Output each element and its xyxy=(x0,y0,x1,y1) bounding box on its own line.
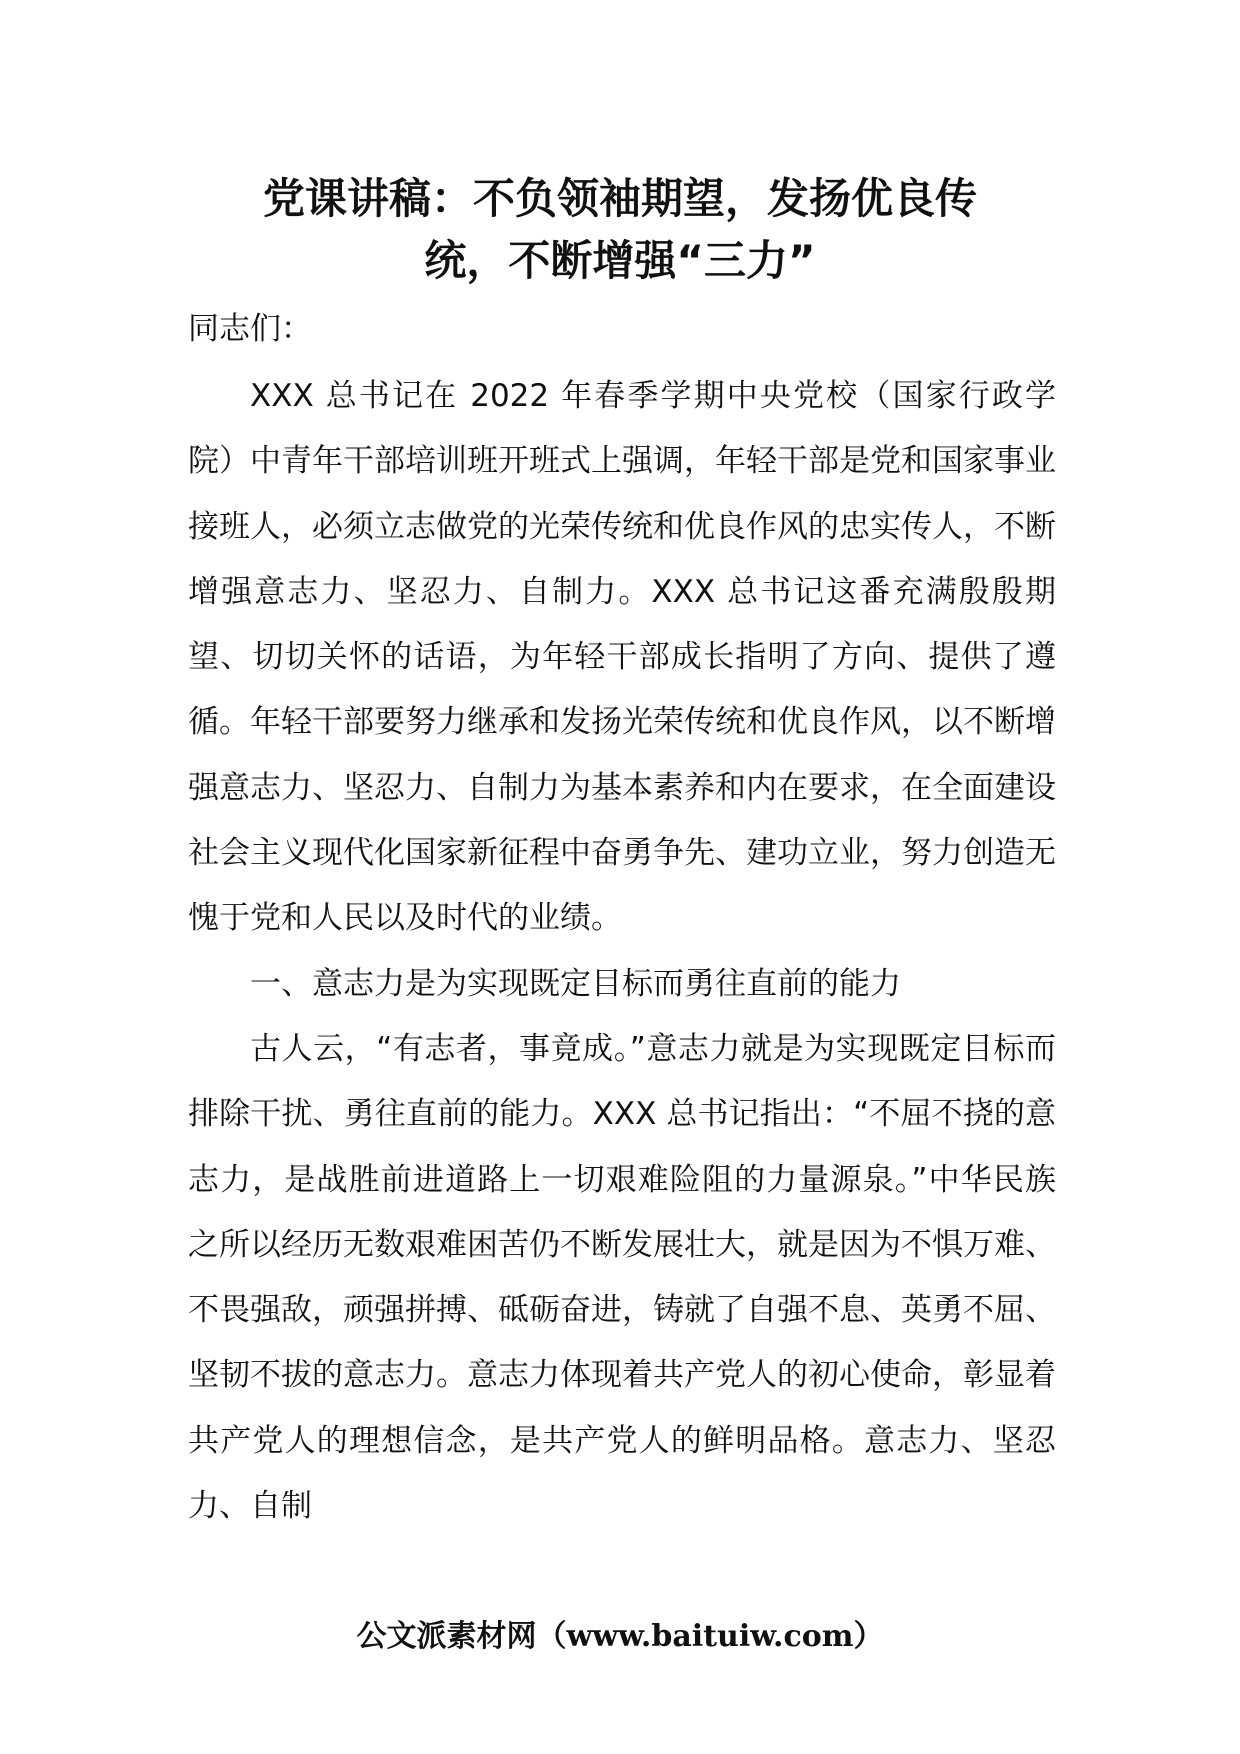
document-body xyxy=(188,364,1056,1539)
document-title-line-2: 统，不断增强“三力” xyxy=(424,236,816,285)
document-title-line-1: 党课讲稿：不负领袖期望，发扬优良传 xyxy=(262,174,977,223)
salutation: 同志们： xyxy=(188,311,312,347)
section-heading-1: 一、意志力是为实现既定目标而勇往直前的能力 xyxy=(250,965,901,1002)
intro-paragraph: XXX 总书记在 2022 年春季学期中央党校（国家行政学院）中青年干部培训班开班式上强调，年轻干部是党和国家事业接班人，必须立志做党的光荣传统和优良作风的忠实传人，不断增强意志力、坚忍力、自制力。XXX 总书记这番充满殷殷期望、切切关怀的话语，为年轻干部成长指明了方向、提供了遵循。年轻干部要努力继承和发扬光荣传统和优良作风，以不断增强意志力、坚忍力、自制力为基本素养和内在要求，在全面建设社会主义现代化国家新征程中奋勇争先、建功立业，努力创造无愧于党和人民以及时代的业绩。 xyxy=(188,378,1056,937)
footer-watermark-text: 公文派素材网（www.baituiw.com） xyxy=(356,1619,884,1654)
section-1-paragraph: 古人云，“有志者，事竟成。”意志力就是为实现既定目标而排除干扰、勇往直前的能力。XXX 总书记指出：“不屈不挠的意志力，是战胜前进道路上一切艰难险阻的力量源泉。”中华民族之所以经历无数艰难困苦仍不断发展壮大，就是因为不惧万难、不畏强敌，顽强拼搏、砥砺奋进，铸就了自强不息、英勇不屈、坚韧不拔的意志力。意志力体现着共产党人的初心使命，彰显着共产党人的理想信念，是共产党人的鲜明品格。意志力、坚忍力、自制 xyxy=(188,1030,1056,1525)
